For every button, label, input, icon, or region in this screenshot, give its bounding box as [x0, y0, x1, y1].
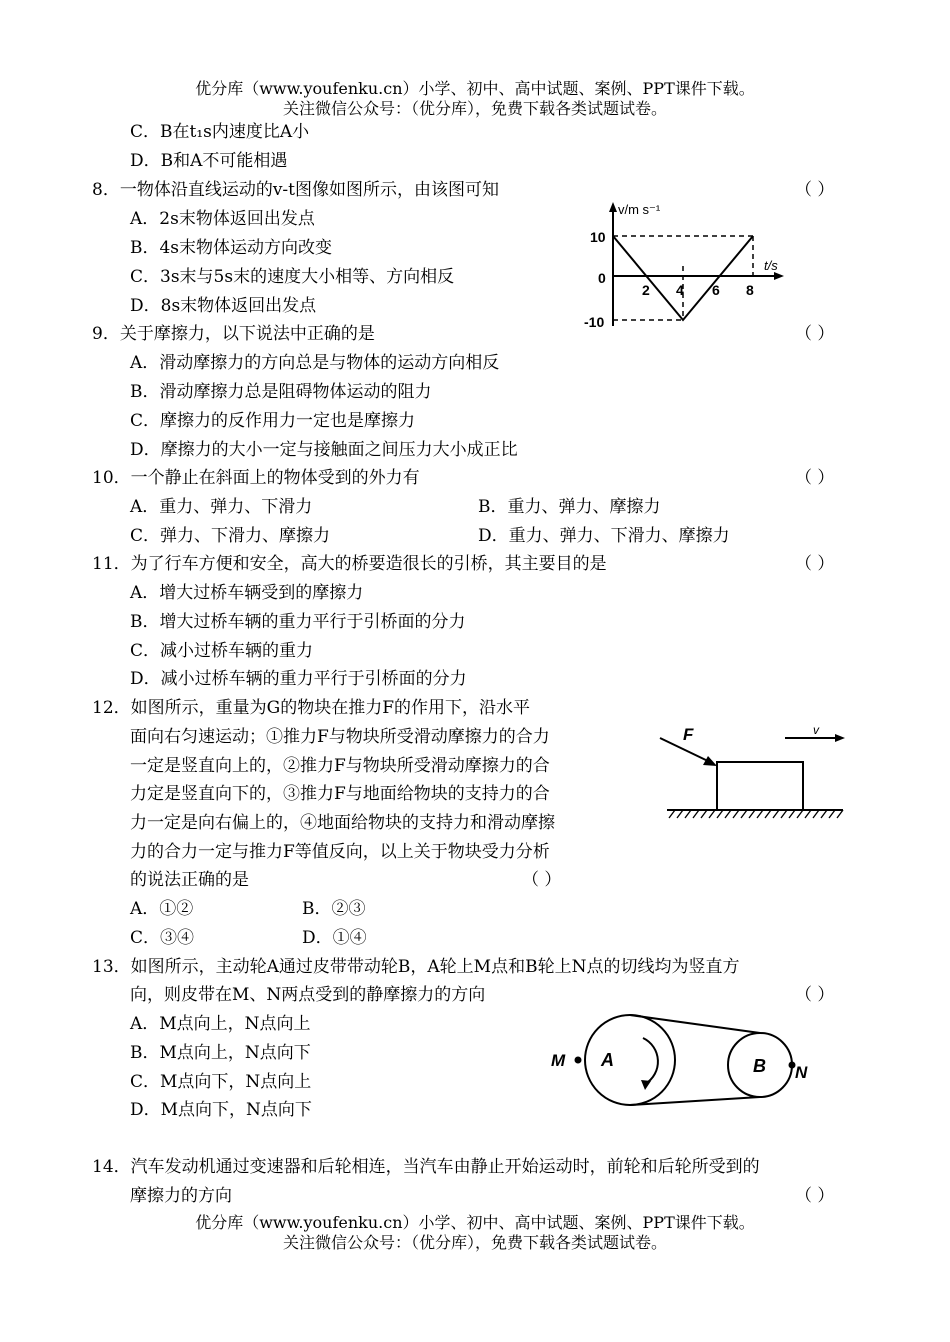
vt-tick-10: 10: [590, 229, 606, 245]
q10-answer-paren: （ ）: [795, 468, 835, 488]
vt-tick-8: 8: [746, 282, 754, 298]
q9-stem: 9．关于摩擦力，以下说法中正确的是: [92, 324, 375, 344]
q12-line-1: 12．如图所示，重量为G的物块在推力F的作用下，沿水平: [92, 698, 531, 718]
q8-vt-graph: [580, 196, 790, 336]
q12-option-d: D．①④: [302, 928, 367, 948]
page-footer-line2: 关注微信公众号：（优分库），免费下载各类试题试卷。: [282, 1233, 667, 1252]
belt-top: [630, 1015, 760, 1033]
q9-option-d: D．摩擦力的大小一定与接触面之间压力大小成正比: [130, 440, 518, 460]
vt-tick-neg10: -10: [584, 314, 605, 330]
q9-option-b: B．滑动摩擦力总是阻碍物体运动的阻力: [130, 382, 432, 402]
q10-option-c: C．弹力、下滑力、摩擦力: [130, 526, 331, 546]
push-force-arrow-icon: [703, 756, 717, 766]
q11-stem: 11．为了行车方便和安全，高大的桥要造很长的引桥，其主要目的是: [92, 554, 607, 574]
q13-stem-line-1: 13．如图所示，主动轮A通过皮带带动轮B，A轮上M点和B轮上N点的切线均为竖直方: [92, 957, 740, 977]
q8-answer-paren: （ ）: [795, 180, 835, 200]
q13-belt-figure: [545, 1010, 820, 1110]
q8-option-b: B．4s末物体运动方向改变: [130, 238, 333, 258]
q10-option-a: A．重力、弹力、下滑力: [130, 497, 313, 517]
vt-x-arrow-icon: [774, 272, 784, 280]
vt-y-label: v/m s⁻¹: [618, 202, 661, 217]
vt-tick-4: 4: [676, 282, 684, 298]
q12-answer-paren: （ ）: [522, 870, 562, 890]
vt-tick-2: 2: [642, 282, 650, 298]
q11-option-d: D．减小过桥车辆的重力平行于引桥面的分力: [130, 669, 467, 689]
q12-option-a: A．①②: [130, 899, 194, 919]
q11-option-c: C．减小过桥车辆的重力: [130, 641, 314, 661]
q14-answer-paren: （ ）: [795, 1186, 835, 1206]
page-header-line2: 关注微信公众号：（优分库），免费下载各类试题试卷。: [282, 99, 667, 118]
vt-x-label: t/s: [764, 258, 778, 273]
page-footer-line1: 优分库（www.youfenku.cn）小学、初中、高中试题、案例、PPT课件下载。: [195, 1213, 755, 1232]
q7-option-d: D．B和A不可能相遇: [130, 151, 288, 171]
velocity-label: v: [813, 723, 819, 737]
q12-line-6: 力的合力一定与推力F等值反向，以上关于物块受力分析: [130, 842, 550, 862]
q14-stem-line-2: 摩擦力的方向: [130, 1186, 232, 1206]
wheel-a-label: A: [601, 1050, 614, 1070]
vt-y-arrow-icon: [609, 202, 617, 212]
q8-option-c: C．3s末与5s末的速度大小相等、方向相反: [130, 267, 455, 287]
q12-option-b: B．②③: [302, 899, 366, 919]
q14-stem-line-1: 14．汽车发动机通过变速器和后轮相连，当汽车由静止开始运动时，前轮和后轮所受到的: [92, 1157, 760, 1177]
q8-option-d: D．8s末物体返回出发点: [130, 296, 317, 316]
ground-hatch: [669, 810, 843, 818]
vt-tick-6: 6: [712, 282, 720, 298]
q12-block-figure: [655, 718, 850, 828]
q8-option-a: A．2s末物体返回出发点: [130, 209, 315, 229]
q10-option-b: B．重力、弹力、摩擦力: [478, 497, 661, 517]
q12-line-2: 面向右匀速运动；①推力F与物块所受滑动摩擦力的合力: [130, 727, 550, 747]
q10-option-d: D．重力、弹力、下滑力、摩擦力: [478, 526, 730, 546]
q12-option-c: C．③④: [130, 928, 195, 948]
page-header-line1: 优分库（www.youfenku.cn）小学、初中、高中试题、案例、PPT课件下载。: [195, 79, 755, 98]
q13-option-b: B．M点向上，N点向下: [130, 1043, 311, 1063]
rotation-arc: [643, 1038, 658, 1084]
q13-option-a: A．M点向上，N点向上: [130, 1014, 311, 1034]
point-m-dot: [575, 1057, 582, 1064]
q13-answer-paren: （ ）: [795, 985, 835, 1005]
q9-option-a: A．滑动摩擦力的方向总是与物体的运动方向相反: [130, 353, 500, 373]
point-n-label: N: [795, 1063, 808, 1082]
q12-line-4: 力定是竖直向下的，③推力F与地面给物块的支持力的合: [130, 784, 550, 804]
q12-line-3: 一定是竖直向上的，②推力F与物块所受滑动摩擦力的合: [130, 756, 550, 776]
q10-stem: 10．一个静止在斜面上的物体受到的外力有: [92, 468, 420, 488]
wheel-a: [585, 1015, 675, 1105]
q11-answer-paren: （ ）: [795, 554, 835, 574]
rotation-arrow-icon: [641, 1080, 651, 1090]
q13-option-c: C．M点向下，N点向上: [130, 1072, 312, 1092]
force-label: F: [683, 725, 694, 744]
q13-option-d: D．M点向下，N点向下: [130, 1100, 312, 1120]
q13-stem-line-2: 向，则皮带在M、N两点受到的静摩擦力的方向: [130, 985, 486, 1005]
wheel-b-label: B: [753, 1056, 766, 1076]
q11-option-b: B．增大过桥车辆的重力平行于引桥面的分力: [130, 612, 466, 632]
q8-stem: 8．一物体沿直线运动的v-t图像如图所示，由该图可知: [92, 180, 499, 200]
vt-tick-0: 0: [598, 270, 606, 286]
q12-line-7: 的说法正确的是: [130, 870, 249, 890]
q12-line-5: 力一定是向右偏上的，④地面给物块的支持力和滑动摩擦: [130, 813, 555, 833]
velocity-arrow-icon: [835, 734, 845, 742]
q11-option-a: A．增大过桥车辆受到的摩擦力: [130, 583, 364, 603]
block: [717, 762, 803, 810]
q9-answer-paren: （ ）: [795, 324, 835, 344]
point-m-label: M: [551, 1051, 566, 1070]
q7-option-c: C．B在t₁s内速度比A小: [130, 122, 310, 142]
q9-option-c: C．摩擦力的反作用力一定也是摩擦力: [130, 411, 416, 431]
